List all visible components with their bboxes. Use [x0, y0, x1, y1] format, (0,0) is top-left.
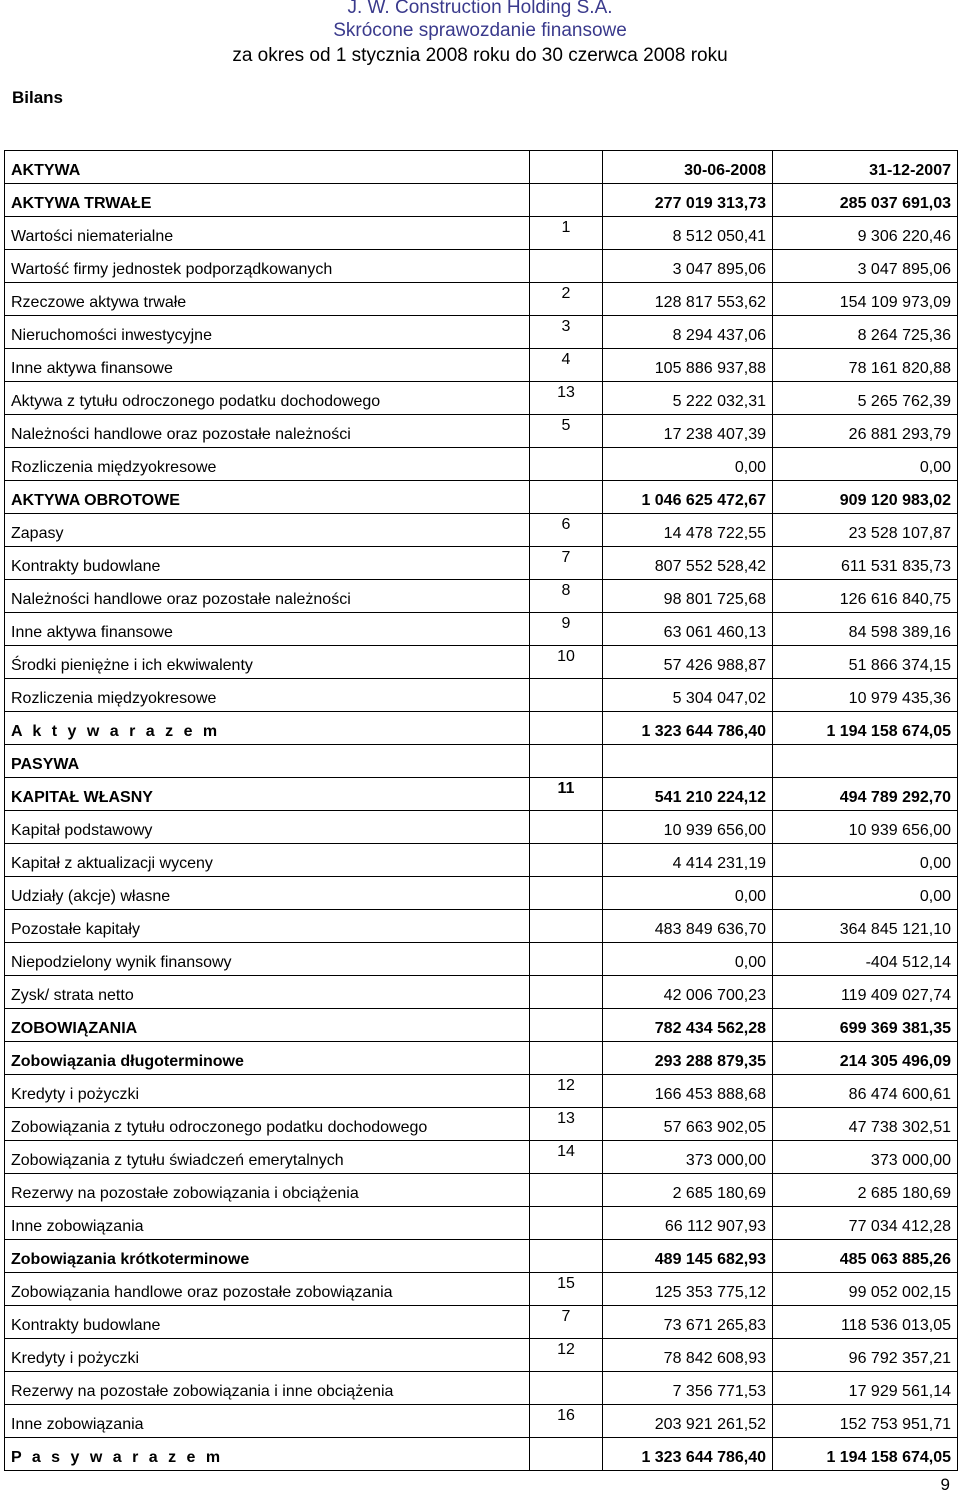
value-2007-12-31: 485 063 885,26	[773, 1240, 958, 1273]
row-label: Zysk/ strata netto	[5, 976, 530, 1009]
row-label: Kontrakty budowlane	[5, 1306, 530, 1339]
table-row	[5, 1306, 958, 1339]
value-2007-12-31: 126 616 840,75	[773, 580, 958, 613]
value-2007-12-31: 364 845 121,10	[773, 910, 958, 943]
value-2008-06-30: 57 663 902,05	[603, 1108, 773, 1141]
row-label: Kapitał z aktualizacji wyceny	[5, 844, 530, 877]
table-row	[5, 1009, 958, 1042]
table-row	[5, 1372, 958, 1405]
note-number: 16	[530, 1405, 603, 1438]
table-row	[5, 1273, 958, 1306]
value-2007-12-31: 1 194 158 674,05	[773, 712, 958, 745]
value-2007-12-31: 214 305 496,09	[773, 1042, 958, 1075]
value-2008-06-30: 373 000,00	[603, 1141, 773, 1174]
note-number	[530, 1042, 603, 1075]
row-label: Wartość firmy jednostek podporządkowanych	[5, 250, 530, 283]
value-2008-06-30: 5 304 047,02	[603, 679, 773, 712]
value-2008-06-30: 73 671 265,83	[603, 1306, 773, 1339]
row-label: Nieruchomości inwestycyjne	[5, 316, 530, 349]
row-label: Wartości niematerialne	[5, 217, 530, 250]
row-label: Udziały (akcje) własne	[5, 877, 530, 910]
value-2008-06-30: 78 842 608,93	[603, 1339, 773, 1372]
value-2008-06-30: 7 356 771,53	[603, 1372, 773, 1405]
value-2008-06-30: 1 046 625 472,67	[603, 481, 773, 514]
note-number: 13	[530, 1108, 603, 1141]
note-number	[530, 910, 603, 943]
table-row	[5, 844, 958, 877]
note-number: 15	[530, 1273, 603, 1306]
row-label: Pozostałe kapitały	[5, 910, 530, 943]
page-number: 9	[940, 1475, 950, 1494]
value-2007-12-31: 0,00	[773, 448, 958, 481]
value-2008-06-30: 3 047 895,06	[603, 250, 773, 283]
table-row	[5, 679, 958, 712]
table-row	[5, 1075, 958, 1108]
row-label: A k t y w a r a z e m	[5, 712, 530, 745]
note-number: 3	[530, 316, 603, 349]
table-row	[5, 349, 958, 382]
value-2008-06-30	[603, 745, 773, 778]
table-row	[5, 1207, 958, 1240]
row-label: Kontrakty budowlane	[5, 547, 530, 580]
value-2008-06-30: 541 210 224,12	[603, 778, 773, 811]
table-row	[5, 1108, 958, 1141]
value-2007-12-31: 51 866 374,15	[773, 646, 958, 679]
company-name: J. W. Construction Holding S.A.	[347, 0, 613, 18]
table-row	[5, 382, 958, 415]
value-2008-06-30: 63 061 460,13	[603, 613, 773, 646]
value-2007-12-31: 9 306 220,46	[773, 217, 958, 250]
row-label: Kredyty i pożyczki	[5, 1339, 530, 1372]
table-row	[5, 316, 958, 349]
value-2008-06-30: 0,00	[603, 448, 773, 481]
row-label: PASYWA	[5, 745, 530, 778]
note-number	[530, 811, 603, 844]
value-2007-12-31: 99 052 002,15	[773, 1273, 958, 1306]
row-label: Rezerwy na pozostałe zobowiązania i inne obciążenia	[5, 1372, 530, 1405]
value-2008-06-30: 128 817 553,62	[603, 283, 773, 316]
value-2007-12-31: 77 034 412,28	[773, 1207, 958, 1240]
value-2008-06-30: 8 512 050,41	[603, 217, 773, 250]
row-label: Inne aktywa finansowe	[5, 349, 530, 382]
report-period: za okres od 1 stycznia 2008 roku do 30 czerwca 2008 roku	[232, 45, 728, 66]
table-row	[5, 910, 958, 943]
note-number	[530, 481, 603, 514]
note-number: 8	[530, 580, 603, 613]
value-2008-06-30: 483 849 636,70	[603, 910, 773, 943]
value-2008-06-30: 293 288 879,35	[603, 1042, 773, 1075]
note-number: 14	[530, 1141, 603, 1174]
value-2008-06-30: 2 685 180,69	[603, 1174, 773, 1207]
row-label: KAPITAŁ WŁASNY	[5, 778, 530, 811]
row-label: Zobowiązania długoterminowe	[5, 1042, 530, 1075]
value-2007-12-31: 1 194 158 674,05	[773, 1438, 958, 1471]
value-2008-06-30: 5 222 032,31	[603, 382, 773, 415]
value-2008-06-30: 17 238 407,39	[603, 415, 773, 448]
value-2008-06-30: 8 294 437,06	[603, 316, 773, 349]
note-number: 9	[530, 613, 603, 646]
note-number: 11	[530, 778, 603, 811]
row-label: ZOBOWIĄZANIA	[5, 1009, 530, 1042]
balance-sheet-table	[4, 150, 958, 1471]
value-2008-06-30: 105 886 937,88	[603, 349, 773, 382]
value-2008-06-30: 807 552 528,42	[603, 547, 773, 580]
note-number: 7	[530, 1306, 603, 1339]
note-number: 4	[530, 349, 603, 382]
row-label: AKTYWA TRWAŁE	[5, 184, 530, 217]
value-2008-06-30: 125 353 775,12	[603, 1273, 773, 1306]
note-number	[530, 1207, 603, 1240]
note-number	[530, 745, 603, 778]
table-row	[5, 283, 958, 316]
value-2008-06-30: 98 801 725,68	[603, 580, 773, 613]
value-2007-12-31: 10 939 656,00	[773, 811, 958, 844]
note-number: 1	[530, 217, 603, 250]
value-2007-12-31: 285 037 691,03	[773, 184, 958, 217]
value-2007-12-31: 909 120 983,02	[773, 481, 958, 514]
note-number	[530, 844, 603, 877]
note-number: 12	[530, 1339, 603, 1372]
value-2007-12-31: 31-12-2007	[773, 151, 958, 184]
note-number	[530, 1240, 603, 1273]
row-label: Środki pieniężne i ich ekwiwalenty	[5, 646, 530, 679]
row-label: Inne zobowiązania	[5, 1405, 530, 1438]
note-number	[530, 1174, 603, 1207]
note-number	[530, 943, 603, 976]
value-2007-12-31: 3 047 895,06	[773, 250, 958, 283]
value-2008-06-30: 30-06-2008	[603, 151, 773, 184]
table-row	[5, 580, 958, 613]
note-number	[530, 250, 603, 283]
table-row	[5, 943, 958, 976]
value-2008-06-30: 166 453 888,68	[603, 1075, 773, 1108]
note-number	[530, 1372, 603, 1405]
row-label: Zobowiązania krótkoterminowe	[5, 1240, 530, 1273]
note-number: 7	[530, 547, 603, 580]
value-2007-12-31: 10 979 435,36	[773, 679, 958, 712]
table-row	[5, 184, 958, 217]
row-label: Niepodzielony wynik finansowy	[5, 943, 530, 976]
note-number	[530, 448, 603, 481]
value-2008-06-30: 489 145 682,93	[603, 1240, 773, 1273]
report-title: Skrócone sprawozdanie finansowe	[333, 20, 627, 41]
value-2007-12-31: 118 536 013,05	[773, 1306, 958, 1339]
table-row	[5, 448, 958, 481]
value-2008-06-30: 42 006 700,23	[603, 976, 773, 1009]
value-2008-06-30: 203 921 261,52	[603, 1405, 773, 1438]
table-row	[5, 877, 958, 910]
value-2008-06-30: 10 939 656,00	[603, 811, 773, 844]
value-2008-06-30: 0,00	[603, 877, 773, 910]
row-label: Zobowiązania z tytułu odroczonego podatku dochodowego	[5, 1108, 530, 1141]
row-label: AKTYWA	[5, 151, 530, 184]
table-row	[5, 481, 958, 514]
value-2008-06-30: 0,00	[603, 943, 773, 976]
note-number	[530, 877, 603, 910]
value-2008-06-30: 57 426 988,87	[603, 646, 773, 679]
value-2007-12-31: 96 792 357,21	[773, 1339, 958, 1372]
value-2007-12-31: 0,00	[773, 844, 958, 877]
table-row	[5, 1438, 958, 1471]
table-row	[5, 1141, 958, 1174]
note-number: 12	[530, 1075, 603, 1108]
value-2007-12-31: 47 738 302,51	[773, 1108, 958, 1141]
note-number	[530, 184, 603, 217]
row-label: Zobowiązania handlowe oraz pozostałe zobowiązania	[5, 1273, 530, 1306]
table-row	[5, 778, 958, 811]
value-2007-12-31: 23 528 107,87	[773, 514, 958, 547]
value-2008-06-30: 66 112 907,93	[603, 1207, 773, 1240]
value-2007-12-31	[773, 745, 958, 778]
table-row	[5, 415, 958, 448]
note-number	[530, 151, 603, 184]
value-2007-12-31: 152 753 951,71	[773, 1405, 958, 1438]
row-label: Kapitał podstawowy	[5, 811, 530, 844]
table-row	[5, 217, 958, 250]
value-2007-12-31: 699 369 381,35	[773, 1009, 958, 1042]
note-number	[530, 679, 603, 712]
row-label: Inne aktywa finansowe	[5, 613, 530, 646]
value-2008-06-30: 4 414 231,19	[603, 844, 773, 877]
value-2007-12-31: 86 474 600,61	[773, 1075, 958, 1108]
value-2007-12-31: -404 512,14	[773, 943, 958, 976]
note-number: 13	[530, 382, 603, 415]
note-number	[530, 976, 603, 1009]
value-2007-12-31: 611 531 835,73	[773, 547, 958, 580]
value-2008-06-30: 1 323 644 786,40	[603, 712, 773, 745]
row-label: Należności handlowe oraz pozostałe należności	[5, 415, 530, 448]
value-2007-12-31: 8 264 725,36	[773, 316, 958, 349]
row-label: Zobowiązania z tytułu świadczeń emerytalnych	[5, 1141, 530, 1174]
table-row	[5, 1405, 958, 1438]
value-2007-12-31: 494 789 292,70	[773, 778, 958, 811]
note-number: 5	[530, 415, 603, 448]
table-row	[5, 976, 958, 1009]
value-2007-12-31: 119 409 027,74	[773, 976, 958, 1009]
table-row	[5, 547, 958, 580]
value-2007-12-31: 84 598 389,16	[773, 613, 958, 646]
note-number	[530, 712, 603, 745]
table-row	[5, 514, 958, 547]
table-row	[5, 1240, 958, 1273]
value-2007-12-31: 2 685 180,69	[773, 1174, 958, 1207]
table-row	[5, 1174, 958, 1207]
table-row	[5, 811, 958, 844]
table-row	[5, 1042, 958, 1075]
note-number	[530, 1438, 603, 1471]
value-2008-06-30: 14 478 722,55	[603, 514, 773, 547]
row-label: AKTYWA OBROTOWE	[5, 481, 530, 514]
value-2007-12-31: 0,00	[773, 877, 958, 910]
note-number: 10	[530, 646, 603, 679]
row-label: Należności handlowe oraz pozostałe należności	[5, 580, 530, 613]
row-label: Inne zobowiązania	[5, 1207, 530, 1240]
value-2007-12-31: 17 929 561,14	[773, 1372, 958, 1405]
row-label: Kredyty i pożyczki	[5, 1075, 530, 1108]
value-2008-06-30: 1 323 644 786,40	[603, 1438, 773, 1471]
table-row	[5, 250, 958, 283]
row-label: P a s y w a r a z e m	[5, 1438, 530, 1471]
row-label: Zapasy	[5, 514, 530, 547]
section-title: Bilans	[12, 88, 64, 107]
row-label: Aktywa z tytułu odroczonego podatku dochodowego	[5, 382, 530, 415]
row-label: Rzeczowe aktywa trwałe	[5, 283, 530, 316]
table-row	[5, 745, 958, 778]
value-2007-12-31: 78 161 820,88	[773, 349, 958, 382]
value-2007-12-31: 373 000,00	[773, 1141, 958, 1174]
table-row	[5, 1339, 958, 1372]
table-row	[5, 646, 958, 679]
note-number	[530, 1009, 603, 1042]
value-2008-06-30: 277 019 313,73	[603, 184, 773, 217]
value-2007-12-31: 154 109 973,09	[773, 283, 958, 316]
value-2007-12-31: 5 265 762,39	[773, 382, 958, 415]
row-label: Rozliczenia międzyokresowe	[5, 679, 530, 712]
table-row	[5, 712, 958, 745]
table-row	[5, 613, 958, 646]
row-label: Rozliczenia międzyokresowe	[5, 448, 530, 481]
value-2007-12-31: 26 881 293,79	[773, 415, 958, 448]
value-2008-06-30: 782 434 562,28	[603, 1009, 773, 1042]
table-row	[5, 151, 958, 184]
note-number: 2	[530, 283, 603, 316]
note-number: 6	[530, 514, 603, 547]
row-label: Rezerwy na pozostałe zobowiązania i obciążenia	[5, 1174, 530, 1207]
